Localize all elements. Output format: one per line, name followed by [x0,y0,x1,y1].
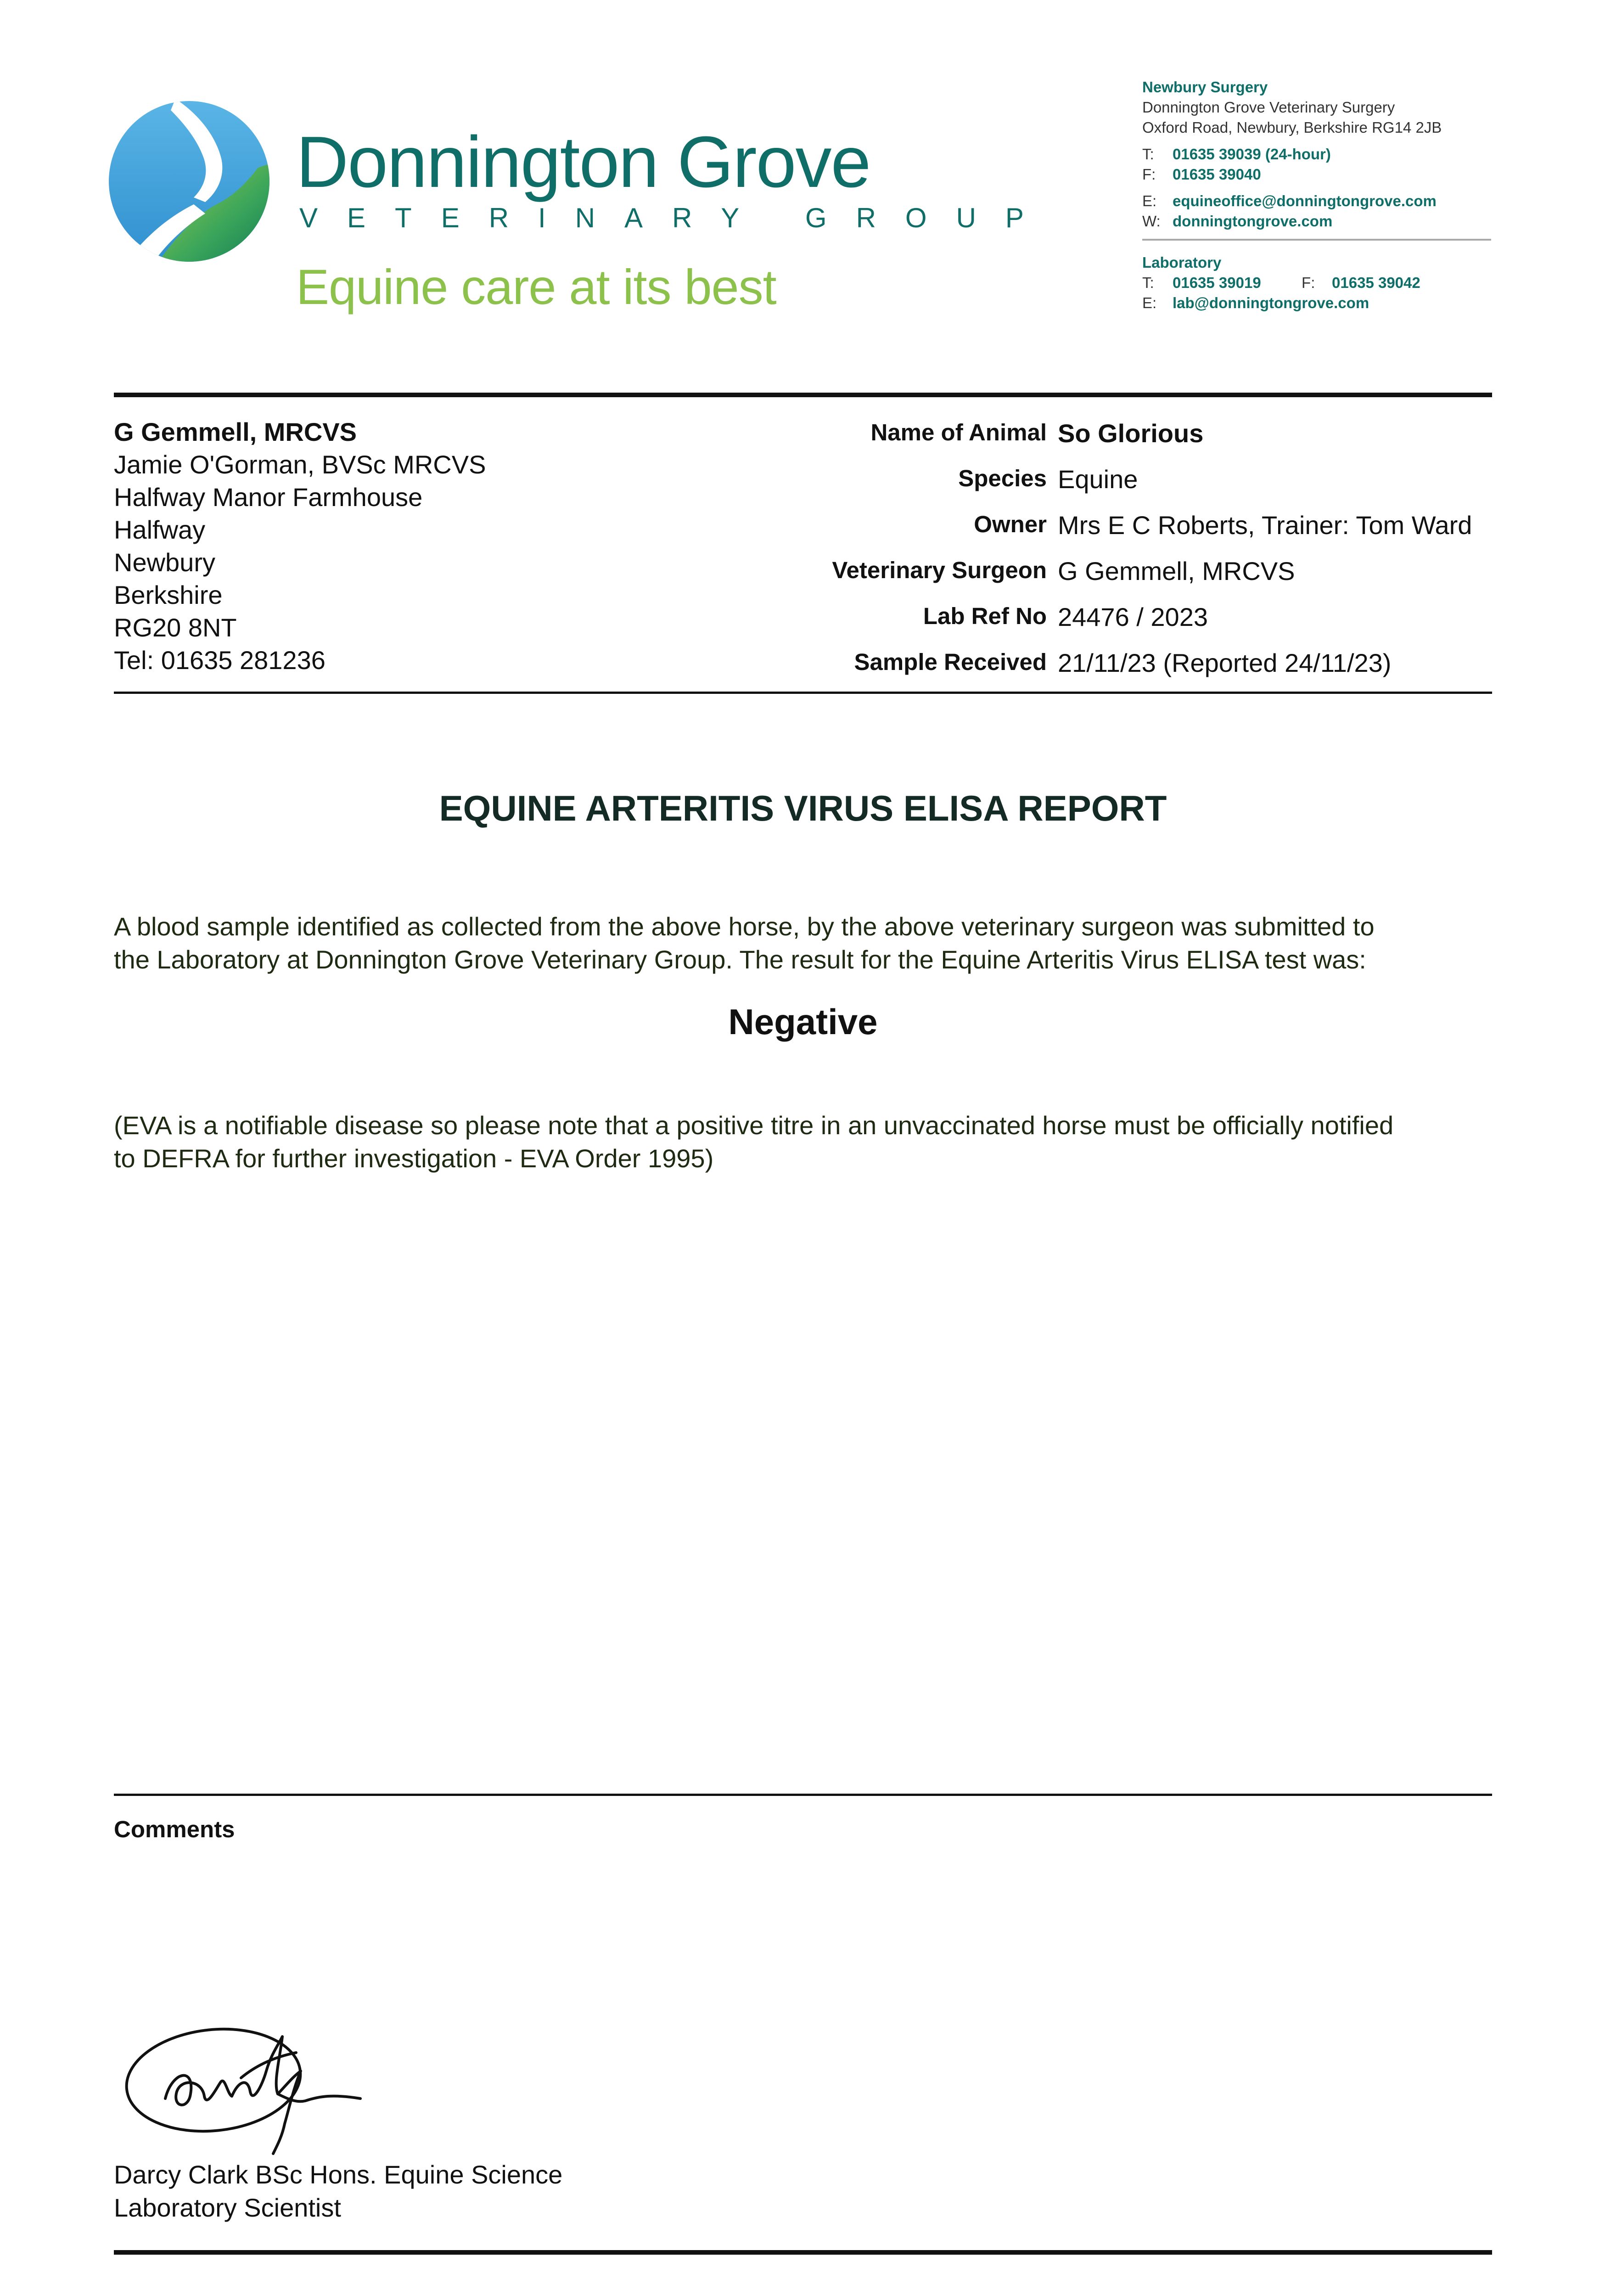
detail-value: 24476 / 2023 [1058,602,1208,631]
notice-line: (EVA is a notifiable disease so please note that a positive titre in an unvaccinated horse must be officially notified [114,1111,1394,1140]
detail-row [689,552,1497,598]
surgery-web-link[interactable]: donningtongrove.com [1173,213,1333,230]
email-label: E: [1142,192,1157,209]
address-line: Newbury [114,548,215,577]
detail-value: Mrs E C Roberts, Trainer: Tom Ward [1058,511,1472,540]
report-intro [114,910,1492,976]
lab-tel: 01635 39019 [1173,274,1261,291]
surgery-email-link[interactable]: equineoffice@donningtongrove.com [1173,192,1437,209]
address-line: RG20 8NT [114,613,237,642]
lab-email-link[interactable]: lab@donningtongrove.com [1173,294,1369,311]
header-divider [114,393,1492,397]
intro-line: the Laboratory at Donnington Grove Veterinary Group. The result for the Equine Arteritis Virus ELISA test was: [114,945,1366,974]
surgery-tel: 01635 39039 (24-hour) [1173,146,1331,163]
surgery-contact-block [1142,77,1442,231]
comments-divider [114,1794,1492,1796]
animal-details [689,414,1497,690]
details-divider [114,692,1492,694]
report-title: EQUINE ARTERITIS VIRUS ELISA REPORT [439,788,1167,828]
address-line: Halfway [114,515,206,544]
detail-label: Lab Ref No [923,603,1047,629]
detail-row [689,460,1497,506]
address-line: Tel: 01635 281236 [114,646,326,675]
contact-divider [1142,239,1491,241]
signature-icon [122,2002,379,2158]
surgery-address: Oxford Road, Newbury, Berkshire RG14 2JB [1142,119,1442,136]
footer-divider [114,2250,1492,2255]
lab-email-label: E: [1142,294,1157,311]
brand-subtitle: VETERINARY GROUP [299,203,1053,233]
notice-line: to DEFRA for further investigation - EVA Order 1995) [114,1144,714,1173]
detail-label: Veterinary Surgeon [832,557,1047,583]
signatory-block [114,2158,562,2224]
detail-row [689,598,1497,644]
signatory-name: Darcy Clark BSc Hons. Equine Science [114,2160,563,2189]
logo-mark-icon [107,99,272,264]
laboratory-contact-block [1142,253,1420,313]
address-line: Halfway Manor Farmhouse [114,483,423,512]
surgery-heading: Newbury Surgery [1142,79,1268,96]
address-line: Jamie O'Gorman, BVSc MRCVS [114,450,486,479]
detail-label: Sample Received [854,649,1047,675]
fax-label: F: [1142,166,1156,183]
detail-value: So Glorious [1058,419,1204,448]
tel-label: T: [1142,146,1154,163]
detail-value: Equine [1058,465,1138,494]
comments-label: Comments [114,1816,235,1842]
address-line: G Gemmell, MRCVS [114,417,357,446]
detail-row [689,506,1497,552]
detail-row [689,414,1497,460]
brand-name: Donnington Grove [296,122,870,203]
detail-value: G Gemmell, MRCVS [1058,557,1295,585]
surgery-fax: 01635 39040 [1173,166,1261,183]
intro-line: A blood sample identified as collected from the above horse, by the above veterinary surgeon was submitted to [114,912,1375,941]
lab-tel-label: T: [1142,274,1154,291]
test-result: Negative [728,1002,878,1042]
lab-fax-label: F: [1302,274,1315,291]
recipient-address [114,416,486,676]
detail-label: Species [958,465,1047,491]
surgery-name: Donnington Grove Veterinary Surgery [1142,99,1395,116]
address-line: Berkshire [114,580,223,609]
detail-label: Owner [974,511,1047,537]
signatory-role: Laboratory Scientist [114,2193,341,2222]
web-label: W: [1142,213,1161,230]
brand-tagline: Equine care at its best [296,259,776,315]
notifiable-disease-notice [114,1109,1492,1175]
lab-fax: 01635 39042 [1332,274,1420,291]
detail-value: 21/11/23 (Reported 24/11/23) [1058,648,1392,677]
detail-label: Name of Animal [870,419,1047,445]
detail-row [689,644,1497,690]
laboratory-heading: Laboratory [1142,254,1222,271]
